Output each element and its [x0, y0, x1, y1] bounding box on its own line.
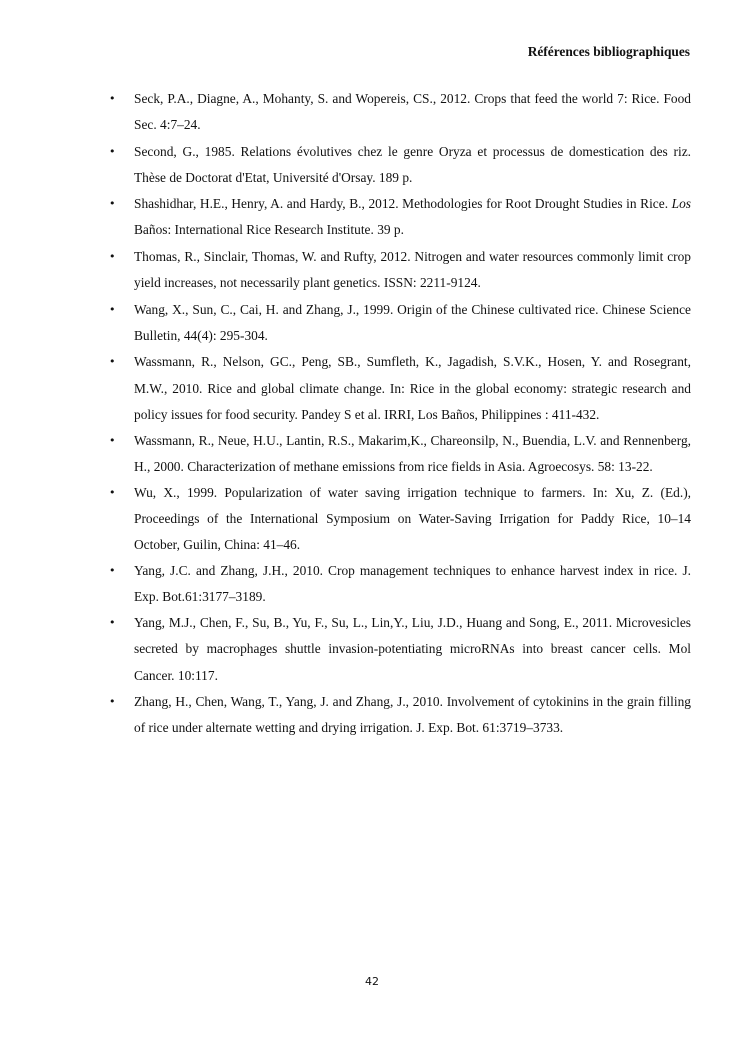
page-number: 42	[365, 975, 379, 988]
bullet-icon: •	[109, 564, 116, 578]
reference-text: Wassmann, R., Nelson, GC., Peng, SB., Sumfleth, K., Jagadish, S.V.K., Hosen, Y. and Rosegrant, M.W., 2010. Rice and global climate change. In: Rice in the global economy: strategic research and policy issues for food security. Pandey S et al. IRRI, Los Baños, Philippines : 411-432.	[134, 354, 691, 422]
bullet-icon: •	[109, 433, 116, 447]
reference-item	[108, 610, 691, 688]
bullet-icon: •	[109, 485, 116, 499]
reference-text: Wu, X., 1999. Popularization of water saving irrigation technique to farmers. In: Xu, Z. (Ed.), Proceedings of the International Symposium on Water-Saving Irrigation for Paddy Rice, 10–14 October, Guilin, China: 41–46.	[134, 484, 691, 553]
reference-text: Shashidhar, H.E., Henry, A. and Hardy, B., 2012. Methodologies for Root Drought Studies in Rice.	[134, 196, 672, 212]
reference-item	[108, 689, 691, 741]
reference-text: Wang, X., Sun, C., Cai, H. and Zhang, J., 1999. Origin of the Chinese cultivated rice. Chinese Science Bulletin, 44(4): 295-304.	[134, 301, 691, 343]
reference-item	[108, 86, 691, 138]
reference-item	[108, 297, 691, 349]
bullet-icon: •	[109, 355, 116, 369]
bullet-icon: •	[109, 92, 116, 105]
bullet-icon: •	[109, 197, 116, 211]
reference-item	[108, 480, 691, 558]
reference-item	[108, 191, 691, 243]
reference-text: Second, G., 1985. Relations évolutives chez le genre Oryza et processus de domestication des riz. Thèse de Doctorat d'Etat, Université d'Orsay. 189 p.	[134, 143, 691, 185]
bullet-icon: •	[109, 616, 116, 630]
reference-text: Yang, J.C. and Zhang, J.H., 2010. Crop management techniques to enhance harvest index in rice. J. Exp. Bot.61:3177–3189.	[134, 563, 691, 605]
reference-item	[108, 244, 691, 296]
reference-item	[108, 558, 691, 610]
bullet-icon: •	[109, 250, 116, 264]
reference-text: Seck, P.A., Diagne, A., Mohanty, S. and Wopereis, CS., 2012. Crops that feed the world 7: Rice. Food Sec. 4:7–24.	[134, 91, 691, 133]
reference-item	[108, 349, 691, 427]
running-header: Références bibliographiques	[527, 44, 690, 59]
bullet-icon: •	[109, 302, 116, 316]
reference-text-end: Baños: International Rice Research Institute. 39 p.	[134, 222, 404, 238]
reference-text: Yang, M.J., Chen, F., Su, B., Yu, F., Su, L., Lin,Y., Liu, J.D., Huang and Song, E., 2011. Microvesicles secreted by macrophages shuttle invasion-potentiating microRNAs into breast cancer cells. Mol Cancer. 10:117.	[134, 615, 691, 683]
bullet-icon: •	[109, 144, 116, 158]
reference-text: Zhang, H., Chen, Wang, T., Yang, J. and Zhang, J., 2010. Involvement of cytokinins in the grain filling of rice under alternate wetting and drying irrigation. J. Exp. Bot. 61:3719–3733.	[134, 693, 691, 735]
reference-item	[108, 428, 691, 480]
reference-text: Thomas, R., Sinclair, Thomas, W. and Rufty, 2012. Nitrogen and water resources commonly limit crop yield increases, not necessarily plant genetics. ISSN: 2211-9124.	[134, 249, 691, 291]
reference-text: Wassmann, R., Neue, H.U., Lantin, R.S., Makarim,K., Chareonsilp, N., Buendia, L.V. and Rennenberg, H., 2000. Characterization of methane emissions from rice fields in Asia. Agroecosys. 58: 13-22.	[134, 432, 691, 474]
reference-italic: Los	[671, 196, 691, 212]
bullet-icon: •	[109, 694, 116, 708]
reference-list	[108, 86, 691, 741]
reference-item	[108, 139, 691, 191]
